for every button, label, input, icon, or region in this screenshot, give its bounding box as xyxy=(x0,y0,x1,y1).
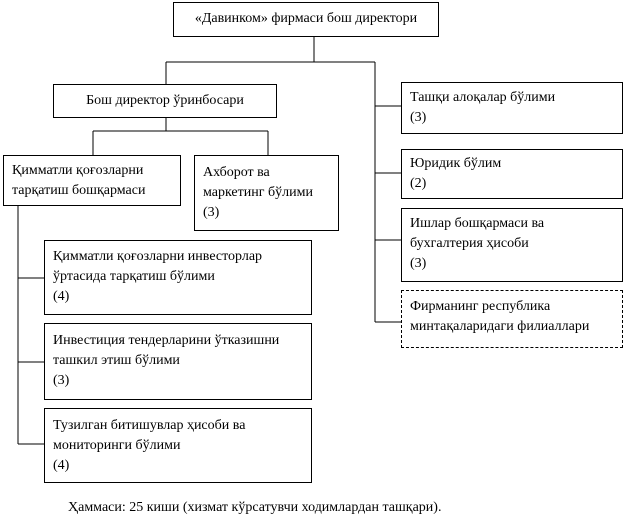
external-relations-line-1: Ташқи алоқалар бўлими xyxy=(410,90,556,105)
investor-distribution-line-1: Қимматли қоғозларни инвесторлар xyxy=(53,249,263,264)
contract-monitoring-count: (4) xyxy=(53,458,70,473)
contract-monitoring-line-2: мониторинги бўлими xyxy=(53,438,181,453)
contract-monitoring-line-1: Тузилган битишувлар ҳисоби ва xyxy=(53,418,246,433)
info-marketing-box xyxy=(194,155,339,231)
investor-distribution-line-2: ўртасида тарқатиш бўлими xyxy=(53,269,215,284)
securities-management-line-1: Қимматли қоғозларни xyxy=(12,163,144,178)
investor-distribution-box xyxy=(44,240,312,315)
info-marketing-line-2: маркетинг бўлими xyxy=(203,185,313,200)
investment-tenders-line-1: Инвестиция тендерларини ўтказишни xyxy=(53,333,280,348)
affairs-accounting-line-2: бухгалтерия ҳисоби xyxy=(410,236,529,251)
legal-count: (2) xyxy=(410,176,427,191)
investment-tenders-box xyxy=(44,323,312,400)
info-marketing-count: (3) xyxy=(203,205,220,220)
regional-branches-line-2: минтақаларидаги филиаллари xyxy=(410,319,590,334)
director-box xyxy=(173,2,439,37)
legal-box xyxy=(401,149,623,199)
investment-tenders-count: (3) xyxy=(53,373,70,388)
director-label: «Давинком» фирмаси бош директори xyxy=(194,11,418,26)
affairs-accounting-count: (3) xyxy=(410,256,427,271)
contract-monitoring-box xyxy=(44,408,312,483)
deputy-box xyxy=(53,84,277,118)
deputy-label: Бош директор ўринбосари xyxy=(86,93,244,108)
regional-branches-line-1: Фирманинг республика xyxy=(410,299,551,314)
external-relations-box xyxy=(401,82,623,134)
affairs-accounting-line-1: Ишлар бошқармаси ва xyxy=(410,216,545,231)
investment-tenders-line-2: ташкил этиш бўлими xyxy=(53,353,180,368)
regional-branches-box xyxy=(401,290,623,348)
external-relations-count: (3) xyxy=(410,110,427,125)
securities-management-line-2: тарқатиш бошқармаси xyxy=(12,183,146,198)
legal-line-1: Юридик бўлим xyxy=(410,156,502,171)
investor-distribution-count: (4) xyxy=(53,289,70,304)
affairs-accounting-box xyxy=(401,208,623,282)
info-marketing-line-1: Ахборот ва xyxy=(203,165,270,180)
securities-management-box xyxy=(3,155,181,206)
total-footnote: Ҳаммаси: 25 киши (хизмат кўрсатувчи ходимлардан ташқари). xyxy=(68,500,442,515)
